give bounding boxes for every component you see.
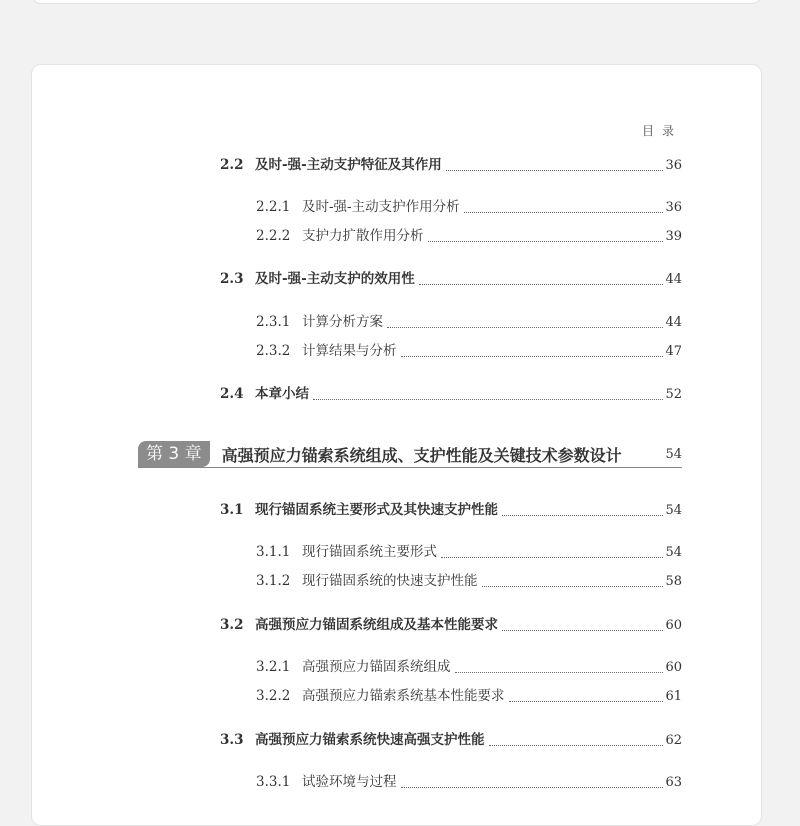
page-number: 63	[665, 775, 682, 790]
section-title: 高强预应力锚固系统组成及基本性能要求	[255, 617, 498, 633]
page-number: 52	[665, 387, 682, 402]
dot-leader	[441, 557, 663, 558]
page-number: 44	[665, 272, 682, 287]
dot-leader	[401, 356, 664, 357]
dot-leader	[489, 745, 664, 746]
toc-entry[interactable]	[256, 571, 682, 591]
toc-entry[interactable]	[220, 500, 682, 520]
section-number: 2.2	[220, 157, 244, 173]
page-number: 47	[665, 344, 682, 359]
chapter-badge: 第 3 章	[138, 441, 210, 467]
toc-entry[interactable]	[220, 269, 682, 289]
page-number: 61	[665, 689, 682, 704]
page-number: 54	[665, 503, 682, 518]
dot-leader	[446, 170, 664, 171]
page-number: 54	[665, 545, 682, 560]
dot-leader	[464, 212, 664, 213]
dot-leader	[428, 241, 664, 242]
dot-leader	[502, 515, 663, 516]
running-head: 目录	[641, 124, 682, 138]
dot-leader	[313, 399, 663, 400]
section-number: 3.3	[220, 732, 244, 748]
page-number: 36	[665, 200, 682, 215]
section-number: 3.3.1	[256, 774, 291, 790]
page-number: 44	[665, 315, 682, 330]
chapter-heading[interactable]	[138, 441, 682, 468]
section-title: 计算结果与分析	[302, 343, 397, 359]
dot-leader	[455, 672, 664, 673]
section-title: 及时-强-主动支护的效用性	[255, 271, 415, 287]
previous-page-edge	[31, 0, 762, 4]
dot-leader	[482, 586, 664, 587]
section-number: 2.2.2	[256, 228, 291, 244]
section-title: 及时-强-主动支护作用分析	[302, 199, 460, 215]
section-title: 现行锚固系统的快速支护性能	[302, 573, 478, 589]
toc-entry[interactable]	[256, 657, 682, 677]
section-title: 高强预应力锚索系统快速高强支护性能	[255, 732, 485, 748]
dot-leader	[502, 630, 663, 631]
section-number: 2.2.1	[256, 199, 291, 215]
dot-leader	[419, 284, 664, 285]
section-number: 3.2	[220, 617, 244, 633]
toc-entry[interactable]	[220, 384, 682, 404]
chapter-title: 高强预应力锚索系统组成、支护性能及关键技术参数设计	[221, 445, 622, 465]
page-number: 60	[665, 618, 682, 633]
toc-entry[interactable]	[256, 197, 682, 217]
section-title: 计算分析方案	[302, 314, 383, 330]
toc-entry[interactable]	[256, 226, 682, 246]
section-number: 3.1.2	[256, 573, 291, 589]
section-title: 高强预应力锚索系统基本性能要求	[302, 688, 505, 704]
section-title: 试验环境与过程	[302, 774, 397, 790]
section-title: 现行锚固系统主要形式及其快速支护性能	[255, 502, 498, 518]
page-number: 58	[665, 574, 682, 589]
section-number: 3.1.1	[256, 544, 291, 560]
section-title: 及时-强-主动支护特征及其作用	[255, 157, 442, 173]
chapter-page-number: 54	[665, 446, 682, 462]
page-number: 36	[665, 158, 682, 173]
section-number: 2.3.1	[256, 314, 291, 330]
section-title: 支护力扩散作用分析	[302, 228, 424, 244]
toc-entry[interactable]	[256, 312, 682, 332]
toc-entry[interactable]	[220, 155, 682, 175]
toc-entry[interactable]	[220, 730, 682, 750]
toc-entry[interactable]	[256, 542, 682, 562]
section-number: 2.3	[220, 271, 244, 287]
dot-leader	[509, 701, 664, 702]
section-title: 高强预应力锚固系统组成	[302, 659, 451, 675]
section-title: 本章小结	[255, 386, 309, 402]
toc-entry[interactable]	[256, 341, 682, 361]
section-title: 现行锚固系统主要形式	[302, 544, 437, 560]
dot-leader	[401, 787, 664, 788]
section-number: 2.3.2	[256, 343, 291, 359]
book-page	[31, 64, 762, 826]
section-number: 3.2.1	[256, 659, 291, 675]
page-number: 60	[665, 660, 682, 675]
section-number: 2.4	[220, 386, 244, 402]
toc-entry[interactable]	[256, 686, 682, 706]
section-number: 3.1	[220, 502, 244, 518]
section-number: 3.2.2	[256, 688, 291, 704]
toc-entry[interactable]	[220, 615, 682, 635]
page-number: 62	[665, 733, 682, 748]
toc-entry[interactable]	[256, 772, 682, 792]
page-number: 39	[665, 229, 682, 244]
dot-leader	[387, 327, 663, 328]
